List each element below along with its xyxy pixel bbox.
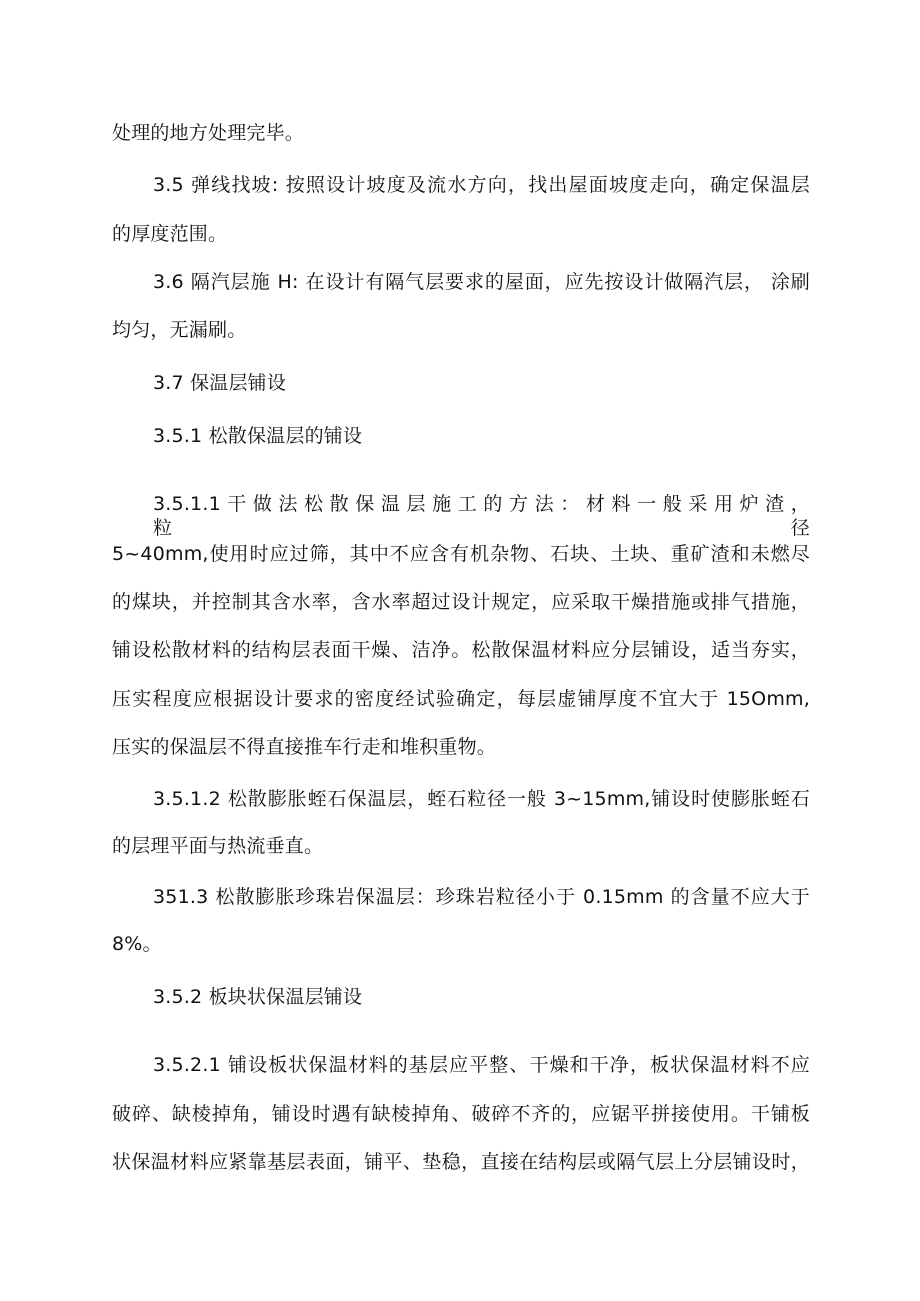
section-3-5-1-2-line: 3.5.1.2 松散膨胀蛭石保温层，蛭石粒径一般 3~15mm,铺设时使膨胀蛭石 [153, 788, 810, 810]
section-3-5-2-heading: 3.5.2 板块状保温层铺设 [153, 986, 363, 1008]
paragraph-line: 处理的地方处理完毕。 [112, 122, 305, 144]
paragraph-line: 的层理平面与热流垂直。 [112, 835, 324, 857]
paragraph-line: 5~40mm,使用时应过筛，其中不应含有机杂物、石块、土块、重矿渣和未燃尽 [112, 543, 810, 565]
paragraph-line: 铺设松散材料的结构层表面干燥、洁净。松散保温材料应分层铺设，适当夯实， [112, 639, 810, 661]
paragraph-line: 均匀，无漏刷。 [112, 319, 247, 341]
section-3-5-heading-line: 3.5 弹线找坡: 按照设计坡度及流水方向，找出屋面坡度走向，确定保温层 [153, 174, 810, 196]
section-3-5-1-1-line: 3.5.1.1 干 做 法 松 散 保 温 层 施 工 的 方 法 ： 材 料 一 般 采 用 炉 渣 ， 粒 径 [153, 493, 810, 539]
paragraph-line: 的厚度范围。 [112, 223, 228, 245]
section-3-5-1-heading: 3.5.1 松散保温层的铺设 [153, 425, 363, 447]
paragraph-line: 破碎、缺棱掉角，铺设时遇有缺棱掉角、破碎不齐的，应锯平拼接使用。干铺板 [112, 1103, 810, 1125]
section-3-5-2-1-line: 3.5.2.1 铺设板状保温材料的基层应平整、干燥和干净，板状保温材料不应 [153, 1054, 810, 1076]
paragraph-line: 状保温材料应紧靠基层表面，铺平、垫稳，直接在结构层或隔气层上分层铺设时， [112, 1151, 810, 1173]
section-3-7-heading: 3.7 保温层铺设 [153, 372, 287, 394]
section-3-6-heading-line: 3.6 隔汽层施 H: 在设计有隔气层要求的屋面，应先按设计做隔汽层， 涂刷 [153, 271, 810, 293]
paragraph-line: 的煤块，并控制其含水率，含水率超过设计规定，应采取干燥措施或排气措施， [112, 591, 810, 613]
paragraph-line: 压实的保温层不得直接推车行走和堆积重物。 [112, 736, 497, 758]
paragraph-line: 压实程度应根据设计要求的密度经试验确定，每层虚铺厚度不宜大于 15Omm, [112, 688, 810, 710]
section-3-5-1-3-line: 351.3 松散膨胀珍珠岩保温层：珍珠岩粒径小于 0.15mm 的含量不应大于 [153, 886, 810, 908]
paragraph-line: 8%。 [112, 933, 162, 955]
